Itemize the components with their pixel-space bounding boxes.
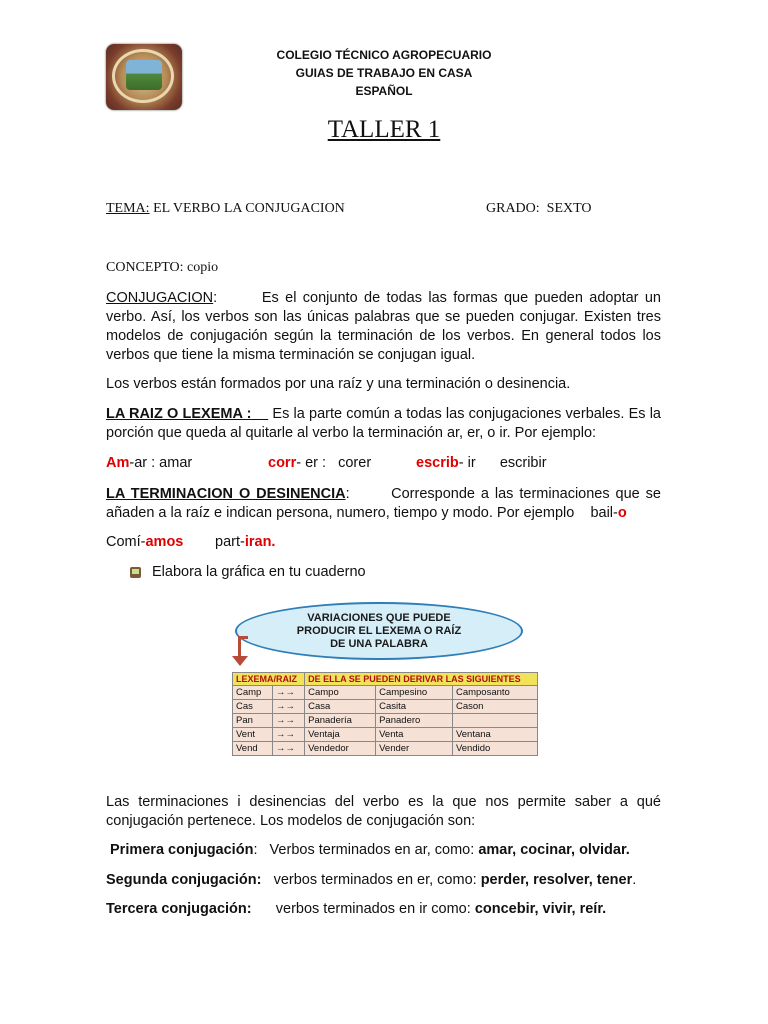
example-root: Am — [106, 455, 130, 471]
table-row — [233, 686, 538, 700]
arrow-connector — [238, 636, 248, 639]
tema-line — [106, 201, 345, 217]
subject-title: ESPAÑOL — [355, 84, 413, 98]
table-cell: Panadero — [376, 714, 453, 728]
graphic-title-line: VARIACIONES QUE PUEDE — [307, 611, 451, 624]
modelo-desc: verbos terminados en ir como: — [251, 901, 475, 917]
table-cell: Ventana — [452, 728, 537, 742]
example-root: part- — [215, 534, 245, 550]
table-cell: Casa — [305, 700, 376, 714]
conjugacion-paragraph: CONJUGACION: Es el conjunto de todas las formas que pueden adoptar un verbo. Así, los verbos son las únicas palabras que se pueden conjugar. Existen tres modelos de conjugación según la terminación de los verbos. En general todos los verbos que tiene la misma terminación se conjugan igual. — [106, 290, 661, 363]
grado-value: SEXTO — [546, 201, 592, 216]
table-cell: Panadería — [305, 714, 376, 728]
grado-label: GRADO: — [486, 201, 540, 216]
raiz-text: Es la parte común a todas las conjugaciones verbales. Es la porción que queda al quitarle al verbo la terminación ar, er, o ir. Por ejemplo: — [106, 406, 661, 441]
bullet-text: Elabora la gráfica en tu cuaderno — [152, 564, 366, 580]
modelo-sep: : — [253, 842, 258, 858]
table-row — [233, 742, 538, 756]
terminacion-example-1 — [590, 505, 626, 521]
modelo-tercera — [106, 901, 606, 917]
table-cell: Ventaja — [305, 728, 376, 742]
table-row — [233, 700, 538, 714]
table-header-row — [233, 673, 538, 686]
down-arrow-icon — [238, 636, 241, 658]
graphic-title-ellipse — [235, 602, 523, 660]
table-cell: Camp — [233, 686, 273, 700]
guide-title: GUIAS DE TRABAJO EN CASA — [295, 66, 473, 80]
table-cell: →→ — [272, 742, 304, 756]
table-cell: Casita — [376, 700, 453, 714]
table-cell: →→ — [272, 714, 304, 728]
modelo-examples: amar, cocinar, olvidar. — [478, 842, 630, 858]
table-row — [233, 728, 538, 742]
raiz-example-2 — [268, 455, 371, 471]
table-cell: →→ — [272, 700, 304, 714]
table-cell: Cason — [452, 700, 537, 714]
modelo-desc: Verbos terminados en ar, como: — [257, 842, 479, 858]
example-root: bail- — [590, 505, 618, 521]
terminacion-text: Corresponde a las terminaciones que se añaden a la raíz e indican persona, numero, tiempo y modo. Por ejemplo — [106, 486, 661, 521]
tema-value: EL VERBO LA CONJUGACION — [149, 201, 345, 216]
table-cell: →→ — [272, 728, 304, 742]
example-rest: - er : corer — [296, 455, 372, 471]
table-cell: Campesino — [376, 686, 453, 700]
terminacion-paragraph: LA TERMINACION O DESINENCIA: Corresponde a las terminaciones que se añaden a la raíz e indican persona, numero, tiempo y modo. Por ejemplo bail-o — [106, 486, 661, 521]
tema-label: TEMA: — [106, 201, 150, 216]
graphic-title-line: DE UNA PALABRA — [330, 637, 428, 650]
example-ending: amos — [145, 534, 184, 550]
modelo-examples: concebir, vivir, reír. — [474, 901, 607, 917]
example-rest: - ir escribir — [458, 455, 547, 471]
terminacion-example-2 — [106, 534, 183, 550]
table-cell: Vend — [233, 742, 273, 756]
table-cell: Camposanto — [452, 686, 537, 700]
concepto-line: CONCEPTO: copio — [106, 260, 219, 275]
modelos-intro: Las terminaciones i desinencias del verbo es la que nos permite saber a qué conjugación pertenece. Los modelos de conjugación son: — [106, 794, 661, 829]
example-root: escrib — [416, 455, 459, 471]
table-cell: Vender — [376, 742, 453, 756]
modelo-primera — [110, 842, 630, 858]
table-cell: Cas — [233, 700, 273, 714]
grado-line — [486, 201, 592, 217]
table-cell: Vendedor — [305, 742, 376, 756]
raiz-example-1 — [106, 455, 192, 471]
lexema-table — [232, 672, 538, 756]
graphic-title-line: PRODUCIR EL LEXEMA O RAÍZ — [296, 624, 462, 637]
conjugacion-term: CONJUGACION — [106, 290, 214, 306]
example-root: corr — [268, 455, 297, 471]
table-cell: Vendido — [452, 742, 537, 756]
modelo-name: Segunda conjugación: — [106, 872, 262, 888]
raiz-example-3 — [416, 455, 547, 471]
modelo-desc: verbos terminados en er, como: — [261, 872, 481, 888]
modelo-tail: . — [632, 872, 637, 888]
table-cell — [452, 714, 537, 728]
raiz-paragraph — [106, 405, 661, 443]
table-cell: Vent — [233, 728, 273, 742]
table-cell: Pan — [233, 714, 273, 728]
modelo-segunda — [106, 872, 636, 888]
table-cell: Campo — [305, 686, 376, 700]
conjugacion-text: Es el conjunto de todas las formas que pueden adoptar un verbo. Así, los verbos son las únicas palabras que se pueden conjugar. Existen tres modelos de conjugación según la terminación de los verbos. En general todos los verbos que tiene la misma terminación se conjugan igual. — [106, 290, 661, 363]
example-rest: -ar : amar — [129, 455, 193, 471]
table-cell: Venta — [376, 728, 453, 742]
modelo-name: Tercera conjugación: — [106, 901, 252, 917]
school-name: COLEGIO TÉCNICO AGROPECUARIO — [276, 48, 492, 62]
lexema-graphic — [230, 602, 542, 778]
bullet-icon — [130, 567, 141, 578]
example-ending: o — [617, 505, 627, 521]
modelo-name: Primera conjugación — [110, 842, 254, 858]
example-ending: iran. — [244, 534, 276, 550]
formados-paragraph: Los verbos están formados por una raíz y una terminación o desinencia. — [106, 376, 571, 392]
page-title: TALLER 1 — [327, 116, 441, 143]
raiz-term: LA RAIZ O LEXEMA : — [106, 406, 252, 422]
arrow-head-icon — [232, 656, 248, 666]
table-row — [233, 714, 538, 728]
table-header-cell: DE ELLA SE PUEDEN DERIVAR LAS SIGUIENTES — [305, 673, 538, 686]
example-root: Comí- — [106, 534, 146, 550]
terminacion-example-3 — [215, 534, 275, 550]
table-cell: →→ — [272, 686, 304, 700]
modelo-examples: perder, resolver, tener — [480, 872, 633, 888]
terminacion-term: LA TERMINACION O DESINENCIA — [106, 486, 346, 502]
table-header-cell: LEXEMA/RAIZ — [233, 673, 305, 686]
